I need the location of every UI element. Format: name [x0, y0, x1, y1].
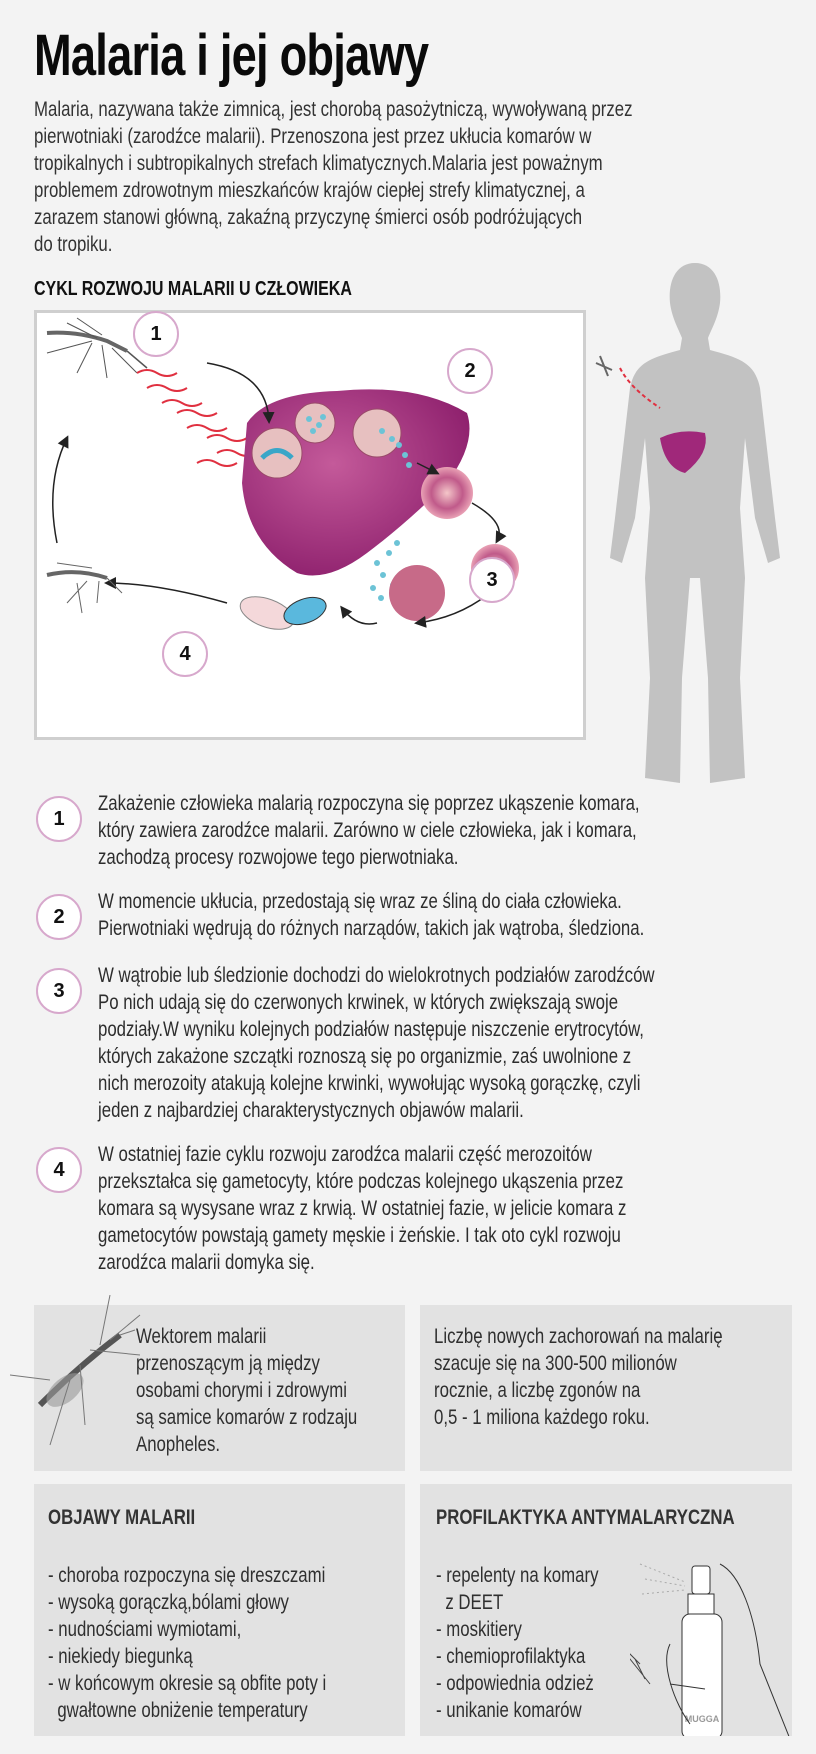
diagram-step-badge: 4 — [162, 631, 208, 677]
mosquito-icon — [47, 318, 147, 378]
text-line: jeden z najbardziej charakterystycznych objawów malarii. — [98, 1099, 524, 1122]
text-line: Anopheles. — [136, 1433, 221, 1456]
diagram-step-badge: 3 — [469, 557, 515, 603]
text-line: Malaria, nazywana także zimnicą, jest chorobą pasożytniczą, wywoływaną przez — [34, 98, 633, 121]
symptoms-heading: OBJAWY MALARII — [48, 1506, 196, 1529]
prevention-heading: PROFILAKTYKA ANTYMALARYCZNA — [436, 1506, 735, 1529]
text-line: - w końcowym okresie są obfite poty i — [48, 1672, 327, 1695]
text-line: - odpowiednia odzież — [436, 1672, 594, 1695]
text-line: - niekiedy biegunką — [48, 1645, 193, 1668]
text-line: zarodźca malarii domyka się. — [98, 1251, 315, 1274]
text-line: do tropiku. — [34, 233, 113, 256]
text-line: - wysoką gorączką,bólami głowy — [48, 1591, 289, 1614]
text-line: zachodzą procesy rozwojowe tego pierwotniaka. — [98, 846, 459, 869]
mosquito-icon — [596, 356, 612, 376]
text-line: - moskitiery — [436, 1618, 522, 1641]
text-line: Po nich udają się do czerwonych krwinek, w których zwiększają swoje — [98, 991, 619, 1014]
step-number-badge: 4 — [36, 1147, 82, 1193]
text-line: - nudnościami wymiotami, — [48, 1618, 242, 1641]
text-line: 0,5 - 1 miliona każdego roku. — [434, 1406, 650, 1429]
text-line: pierwotniaki (zarodźce malarii). Przenoszona jest przez ukłucia komarów w — [34, 125, 592, 148]
text-line: szacuje się na 300-500 milionów — [434, 1352, 677, 1375]
text-line: gametocytów powstają gamety męskie i żeńskie. I tak oto cykl rozwoju — [98, 1224, 621, 1247]
text-line: problemem zdrowotnym mieszkańców krajów ciepłej strefy klimatycznej, a — [34, 179, 585, 202]
prevention-box — [420, 1484, 792, 1736]
text-line: są samice komarów z rodzaju — [136, 1406, 358, 1429]
text-line: Wektorem malarii — [136, 1325, 267, 1348]
text-line: podziały.W wyniku kolejnych podziałów następuje niszczenie erytrocytów, — [98, 1018, 644, 1041]
text-line: gwałtowne obniżenie temperatury — [48, 1699, 308, 1722]
mosquito-icon — [10, 1295, 150, 1455]
vector-text — [136, 1323, 413, 1458]
text-line: komara są wysysane wraz z krwią. W ostatniej fazie, w jelicie komara z — [98, 1197, 627, 1220]
symptoms-box — [34, 1484, 405, 1736]
text-line: który zawiera zarodźce malarii. Zarówno w ciele człowieka, jak i komara, — [98, 819, 637, 842]
prevention-list — [436, 1562, 639, 1724]
step-number-badge: 1 — [36, 796, 82, 842]
stats-info-box — [420, 1305, 792, 1471]
intro-paragraph — [34, 96, 782, 258]
text-line: - unikanie komarów — [436, 1699, 582, 1722]
text-line: rocznie, a liczbę zgonów na — [434, 1379, 641, 1402]
lifecycle-diagram — [34, 310, 586, 740]
text-line: osobami chorymi i zdrowymi — [136, 1379, 347, 1402]
text-line: tropikalnych i subtropikalnych strefach klimatycznych.Malaria jest poważnym — [34, 152, 603, 175]
gametocytes-icon — [236, 590, 330, 635]
page-title: Malaria i jej objawy — [34, 23, 429, 88]
step-text — [98, 1141, 759, 1276]
text-line: Zakażenie człowieka malarią rozpoczyna się poprzez ukąszenie komara, — [98, 792, 640, 815]
lifecycle-illustration — [37, 313, 583, 737]
text-line: W momencie ukłucia, przedostają się wraz ze śliną do ciała człowieka. — [98, 890, 622, 913]
sporozoites-icon — [137, 370, 257, 466]
step-text — [98, 888, 781, 942]
text-line: W ostatniej fazie cyklu rozwoju zarodźca malarii część merozoitów — [98, 1143, 592, 1166]
bottle-brand: MUGGA — [684, 1714, 720, 1724]
mosquito-icon — [47, 563, 122, 613]
text-line: z DEET — [436, 1591, 504, 1614]
diagram-step-badge: 2 — [447, 348, 493, 394]
text-line: przenoszącym ją między — [136, 1352, 320, 1375]
text-line: nich merozoity atakują kolejne krwinki, wywołując wysoką gorączkę, czyli — [98, 1072, 641, 1095]
text-line: - choroba rozpoczyna się dreszczami — [48, 1564, 326, 1587]
text-line: zarazem stanowi główną, zakaźną przyczynę śmierci osób podróżujących — [34, 206, 583, 229]
diagram-step-badge: 1 — [133, 311, 179, 357]
text-line: Pierwotniaki wędrują do różnych narządów, takich jak wątroba, śledziona. — [98, 917, 645, 940]
vector-info-box — [34, 1305, 405, 1471]
symptoms-list — [48, 1562, 396, 1724]
step-number-badge: 2 — [36, 894, 82, 940]
text-line: - chemioprofilaktyka — [436, 1645, 586, 1668]
repellent-spray-icon — [630, 1554, 792, 1736]
text-line: - repelenty na komary — [436, 1564, 599, 1587]
stats-text — [434, 1323, 795, 1431]
text-line: przekształca się gametocyty, które podczas kolejnego ukąszenia przez — [98, 1170, 624, 1193]
cycle-heading: CYKL ROZWOJU MALARII U CZŁOWIEKA — [34, 278, 352, 300]
step-text — [98, 790, 775, 871]
step-number-badge: 3 — [36, 968, 82, 1014]
text-line: Liczbę nowych zachorowań na malarię — [434, 1325, 723, 1348]
human-silhouette-icon — [590, 258, 800, 793]
step-text — [98, 962, 794, 1124]
text-line: W wątrobie lub śledzionie dochodzi do wielokrotnych podziałów zarodźców — [98, 964, 655, 987]
text-line: których zakażone szczątki roznoszą się po organizmie, zaś uwolnione z — [98, 1045, 632, 1068]
mosquito-icon — [630, 1634, 650, 1684]
